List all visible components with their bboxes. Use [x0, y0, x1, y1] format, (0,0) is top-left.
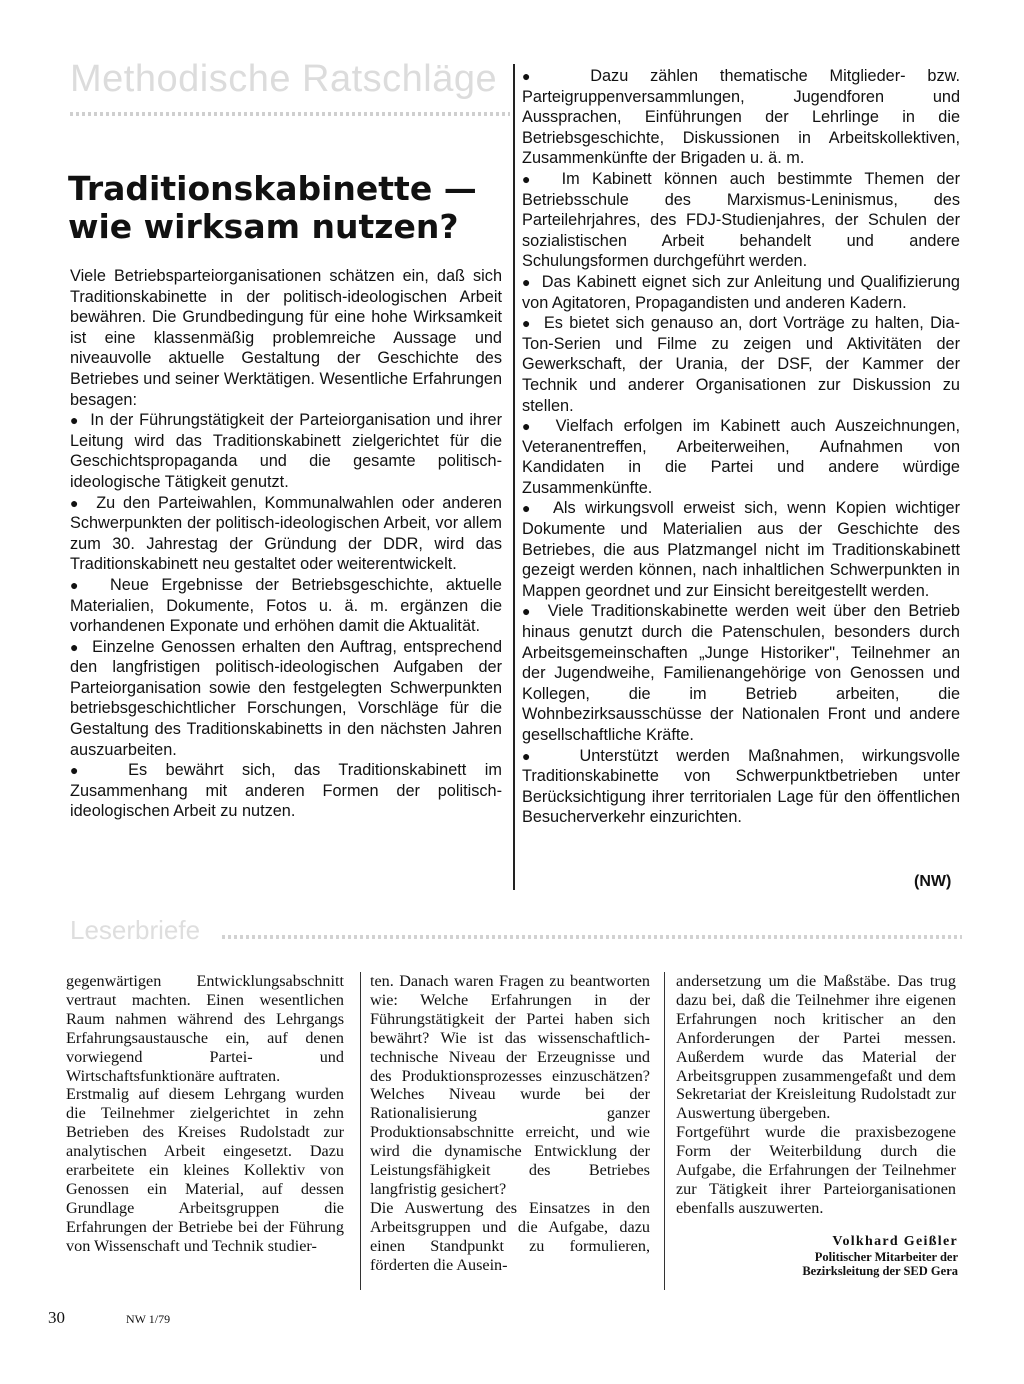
letter-paragraph: Die Auswertung des Einsatzes in den Arbeitsgruppen und die Aufgabe, dazu einen Standpunkt zu formulieren, förderten die Ausein- — [370, 1198, 650, 1274]
author-role: Bezirksleitung der SED Gera — [802, 1264, 958, 1278]
letter-column-3 — [676, 972, 956, 1218]
author-role: Politischer Mitarbeiter der — [814, 1250, 958, 1264]
issue-label: NW 1/79 — [126, 1312, 171, 1326]
bullet-item: ● Im Kabinett können auch bestimmte Themen der Betriebsschule des Marxismus-Leninismus, des Parteilehrjahres, des FDJ-Studienjahres, der Schulen der sozialistischen Arbeit behandelt und andere Schulungsformen durchgeführt werden. — [522, 169, 960, 272]
author-name: Volkhard Geißler — [832, 1234, 958, 1249]
bullet-item: ● Es bietet sich genauso an, dort Vorträge zu halten, Dia-Ton-Serien und Filme zu zeigen und Aktivitäten der Gewerkschaft, der Urania, der DSF, der Kammer der Technik und anderer Organisationen zur Diskussion zu stellen. — [522, 313, 960, 416]
bullet-item: ● Einzelne Genossen erhalten den Auftrag, entsprechend den langfristigen politisch-ideologischen Aufgaben der Parteiorganisation sowie den festgelegten Schwerpunkten betriebsgeschichtlicher Forschungen, Vorschläge für die Gestaltung des Traditionskabinetts in den nächsten Jahren auszuarbeiten. — [70, 637, 502, 761]
article-signature: (NW) — [914, 873, 952, 890]
bullet-item: ● Dazu zählen thematische Mitglieder- bzw. Parteigruppenversammlungen, Jugendforen und Aussprachen, Einführungen der Lehrlinge in die Betriebsgeschichte, Diskussionen in Arbeitskollektiven, Zusammenkünfte der Brigaden u. ä. m. — [522, 66, 960, 169]
article-column-1 — [70, 266, 502, 822]
bullet-item: ● Unterstützt werden Maßnahmen, wirkungsvolle Traditionskabinette von Schwerpunktbetrieben unter Berücksichtigung ihrer territorialen Lage für den öffentlichen Besucherverkehr einzurichten. — [522, 746, 960, 828]
bullet-item: ● Zu den Parteiwahlen, Kommunalwahlen oder anderen Schwerpunkten der politisch-ideologischen Arbeit, vor allem zum 30. Jahrestag der Gründung der DDR, wird das Traditionskabinett neu gestaltet oder weiterentwickelt. — [70, 493, 502, 575]
page-number: 30 — [48, 1308, 65, 1327]
column-divider — [664, 972, 665, 1290]
letter-column-1 — [66, 972, 344, 1256]
letters-heading: Leserbriefe — [70, 915, 201, 945]
letter-paragraph: Erstmalig auf diesem Lehrgang wurden die Teilnehmer zielgerichtet in zehn Betrieben des Kreises Rudolstadt zur analytischen Arbeit eingesetzt. Dazu erarbeitete ein kleines Kollektiv von Genossen ein Material, auf dessen Grundlage Arbeitsgruppen die Erfahrungen der Betriebe bei der Führung von Wissenschaft und Technik studier- — [66, 1085, 344, 1255]
bullet-item: ● Vielfach erfolgen im Kabinett auch Auszeichnungen, Veteranentreffen, Arbeiterweihen, Aufnahmen von Kandidaten in die Partei und andere würdige Zusammenkünfte. — [522, 416, 960, 498]
article-title-line-1: Traditionskabinette — — [68, 169, 477, 208]
article-intro: Viele Betriebsparteiorganisationen schätzen ein, daß sich Traditionskabinette in der politisch-ideologischen Arbeit bewähren. Die Grundbedingung für eine hohe Wirksamkeit ist eine klassenmäßig problemreiche Aussage und niveauvolle aktuelle Gestaltung der Geschichte des Betriebes und seiner Werktätigen. Wesentliche Erfahrungen besagen: — [70, 267, 503, 409]
bullet-item: ● Das Kabinett eignet sich zur Anleitung und Qualifizierung von Agitatoren, Propagandisten und anderen Kadern. — [522, 272, 960, 313]
bullet-item: ● Es bewährt sich, das Traditionskabinett im Zusammenhang mit anderen Formen der politisch-ideologischen Arbeit zu nutzen. — [70, 760, 502, 822]
letter-column-2 — [370, 972, 650, 1275]
letters-divider — [222, 935, 962, 939]
letter-paragraph: Fortgeführt wurde die praxisbezogene Form der Weiterbildung durch die Aufgabe, die Erfahrungen der Teilnehmer zur Tätigkeit ihrer Parteiorganisationen ebenfalls auszuwerten. — [676, 1123, 956, 1217]
article-title-line-2: wie wirksam nutzen? — [68, 207, 459, 246]
bullet-item: ● Viele Traditionskabinette werden weit über den Betrieb hinaus genutzt durch die Patenschulen, besonders durch Arbeitsgemeinschaften „Junge Historiker", Teilnehmer an der Jugendweihe, Familienangehörige von Genossen und Kollegen, die im Betrieb arbeiten, die Wohnbezirksausschüsse der Nationalen Front und andere gesellschaftliche Kräfte. — [522, 601, 960, 745]
column-divider — [513, 64, 515, 890]
section-heading: Methodische Ratschläge — [70, 58, 498, 100]
letter-paragraph: andersetzung um die Maßstäbe. Das trug dazu bei, daß die Teilnehmer ihre eigenen Erfahrungen noch kritischer an den Anforderungen der Partei messen. Außerdem wurde das Material der Arbeitsgruppen zusammengefaßt und dem Sekretariat der Kreisleitung Rudolstadt zur Auswertung übergeben. — [676, 972, 956, 1123]
article-title — [68, 170, 508, 246]
bullet-item: ● In der Führungstätigkeit der Parteiorganisation und ihrer Leitung wird das Traditionskabinett zielgerichtet für die Geschichtspropaganda und die gesamte politisch-ideologische Tätigkeit genutzt. — [70, 410, 502, 492]
letter-paragraph: gegenwärtigen Entwicklungsabschnitt vertraut machten. Einen wesentlichen Raum nahmen während des Lehrgangs Erfahrungsaustausche ein, auf denen vorwiegend Partei- und Wirtschaftsfunktionäre auftraten. — [66, 972, 344, 1085]
column-divider — [360, 972, 361, 1290]
article-column-2 — [522, 66, 960, 828]
letter-author — [676, 1234, 958, 1278]
bullet-item: ● Neue Ergebnisse der Betriebsgeschichte, aktuelle Materialien, Dokumente, Fotos u. ä. m. ergänzen die vorhandenen Exponate und erhöhen damit die Aktualität. — [70, 575, 502, 637]
letter-paragraph: ten. Danach waren Fragen zu beantworten wie: Welche Erfahrungen in der Führungstätigkeit der Partei haben sich bewährt? Wie ist das wissenschaftlich-technische Niveau der Erzeugnisse und des Produktionsprozesses einzuschätzen? Welches Niveau wurde bei der Rationalisierung ganzer Produktionsabschnitte erreicht, und wie wird die dynamische Entwicklung der Leistungsfähigkeit des Betriebes langfristig gesichert? — [370, 972, 650, 1198]
section-divider — [70, 112, 510, 116]
bullet-item: ● Als wirkungsvoll erweist sich, wenn Kopien wichtiger Dokumente und Materialien aus der Geschichte des Betriebes, die aus Platzmangel nicht im Traditionskabinett gezeigt werden können, nach inhaltlichen Schwerpunkten in Mappen geordnet und zur Einsicht bereitgestellt werden. — [522, 498, 960, 601]
